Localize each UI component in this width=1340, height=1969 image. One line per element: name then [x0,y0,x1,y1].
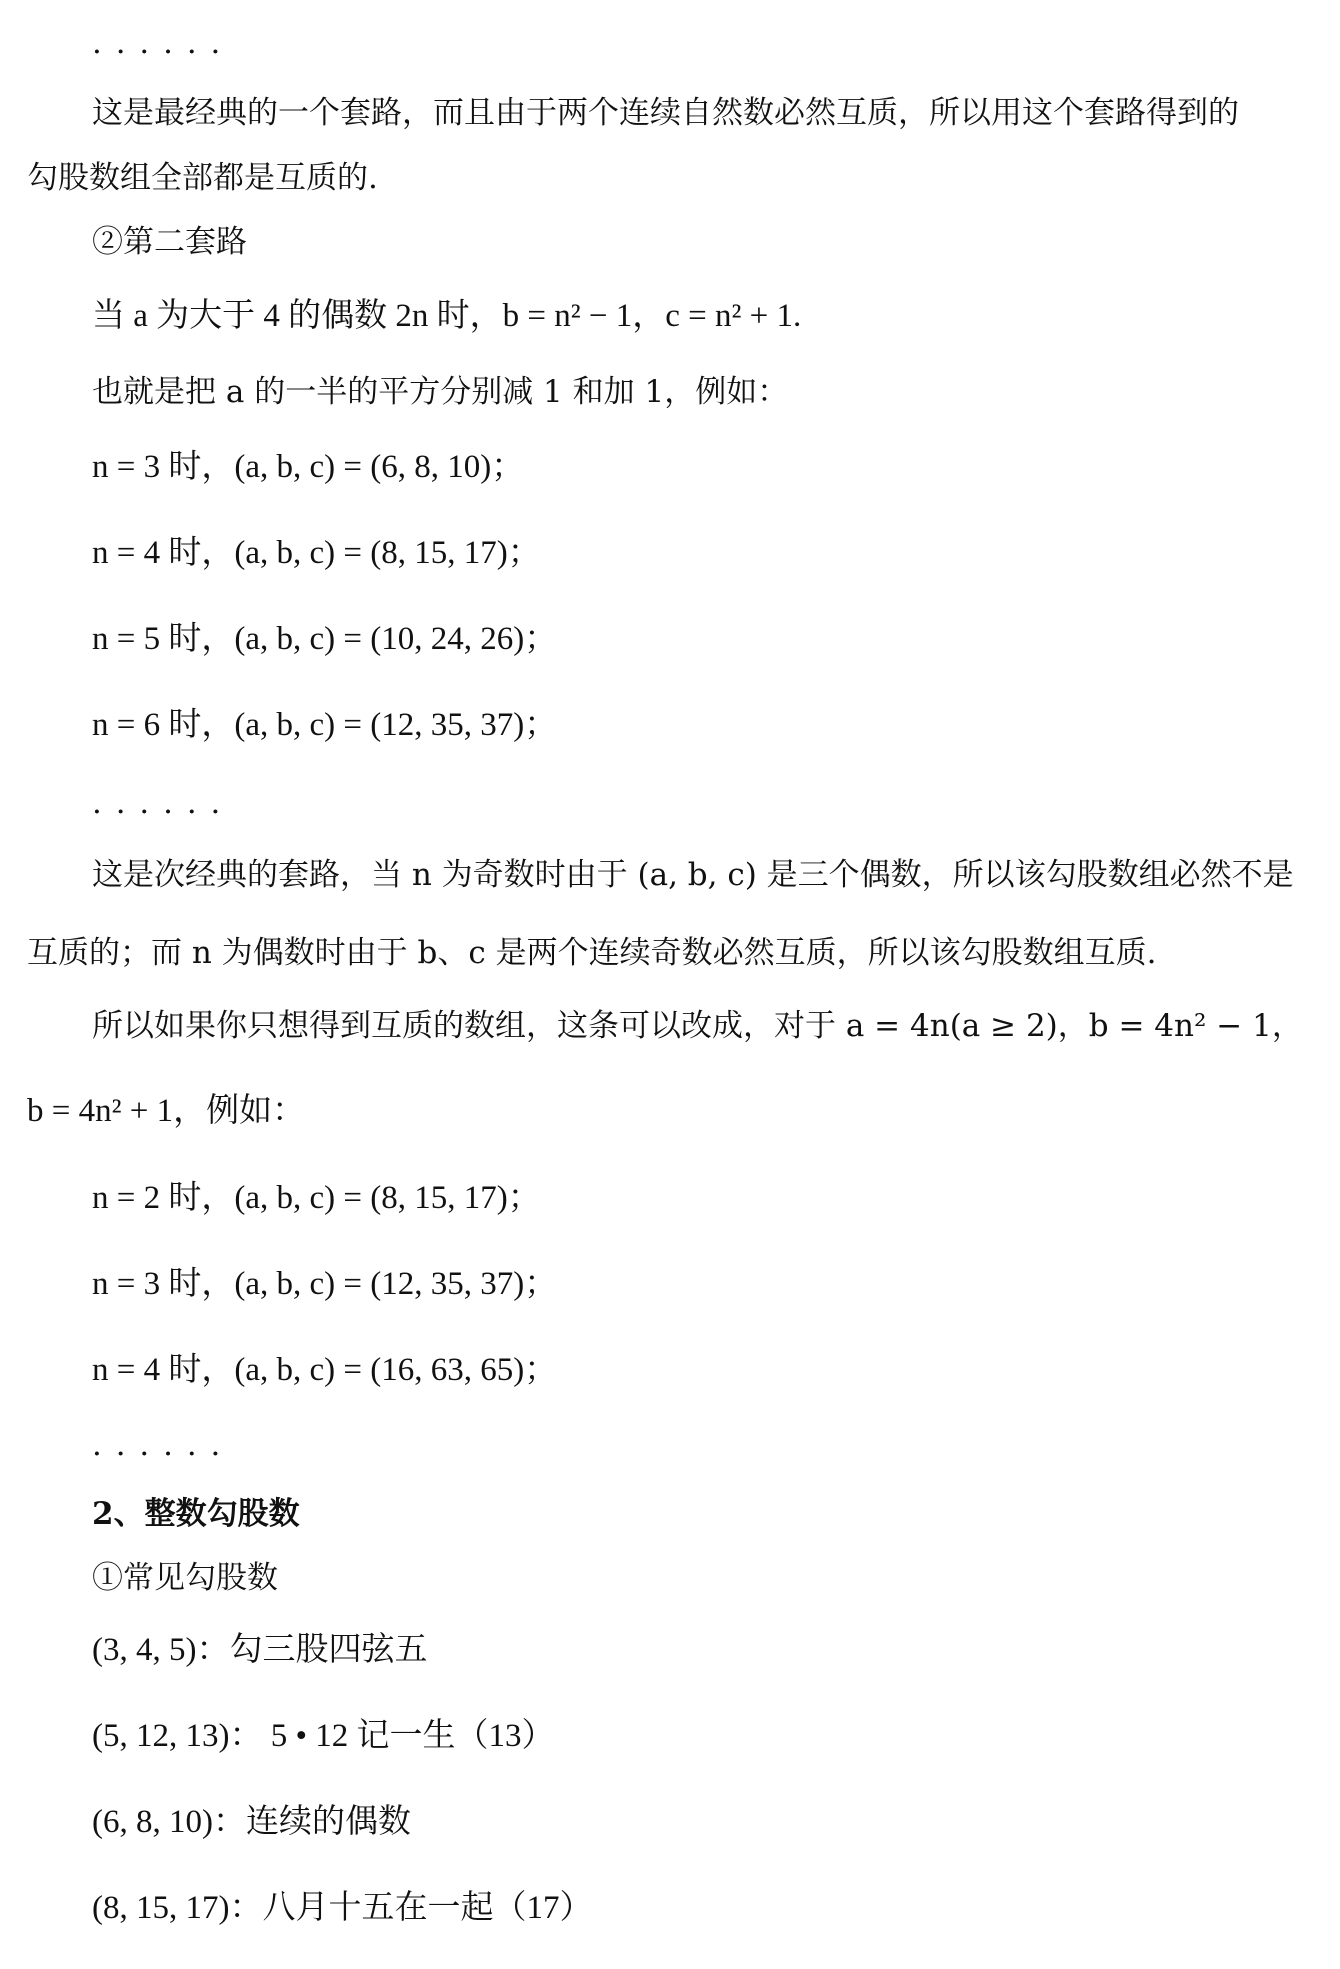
ellipsis-line: · · · · · · [92,794,223,830]
example-line: n = 3 时，(a, b, c) = (6, 8, 10)； [92,449,525,485]
subsection-heading: ①常见勾股数 [92,1560,278,1596]
example-line: n = 6 时，(a, b, c) = (12, 35, 37)； [92,707,558,743]
subsection-heading: ②第二套路 [92,224,247,260]
section-heading: 2、整数勾股数 [92,1496,300,1532]
paragraph-line: 也就是把 a 的一半的平方分别减 1 和加 1，例如： [92,374,789,410]
triple-line: (6, 8, 10)：连续的偶数 [92,1804,411,1840]
triple-line: (8, 15, 17)：八月十五在一起（17） [92,1890,593,1926]
paragraph-line: 互质的；而 n 为偶数时由于 b、c 是两个连续奇数必然互质，所以该勾股数组互质. [27,935,1157,971]
example-line: n = 4 时，(a, b, c) = (16, 63, 65)； [92,1352,558,1388]
ellipsis-line: · · · · · · [92,34,223,70]
triple-line: (5, 12, 13)： 5 • 12 记一生（13） [92,1718,555,1754]
example-line: n = 5 时，(a, b, c) = (10, 24, 26)； [92,621,558,657]
example-line: n = 2 时，(a, b, c) = (8, 15, 17)； [92,1180,541,1216]
triple-line: (3, 4, 5)：勾三股四弦五 [92,1632,428,1668]
paragraph-line: 所以如果你只想得到互质的数组，这条可以改成，对于 a = 4n(a ≥ 2)，b = 4n² − 1， [92,1008,1303,1044]
ellipsis-line: · · · · · · [92,1436,223,1472]
paragraph-line: 勾股数组全部都是互质的. [27,160,378,196]
paragraph-line: 这是最经典的一个套路，而且由于两个连续自然数必然互质，所以用这个套路得到的 [92,95,1239,131]
formula-line: b = 4n² + 1，例如： [27,1093,306,1129]
formula-line: 当 a 为大于 4 的偶数 2n 时，b = n² − 1，c = n² + 1. [92,298,802,334]
example-line: n = 3 时，(a, b, c) = (12, 35, 37)； [92,1266,558,1302]
example-line: n = 4 时，(a, b, c) = (8, 15, 17)； [92,535,541,571]
paragraph-line: 这是次经典的套路，当 n 为奇数时由于 (a, b, c) 是三个偶数，所以该勾股数组必然不是 [92,857,1294,893]
